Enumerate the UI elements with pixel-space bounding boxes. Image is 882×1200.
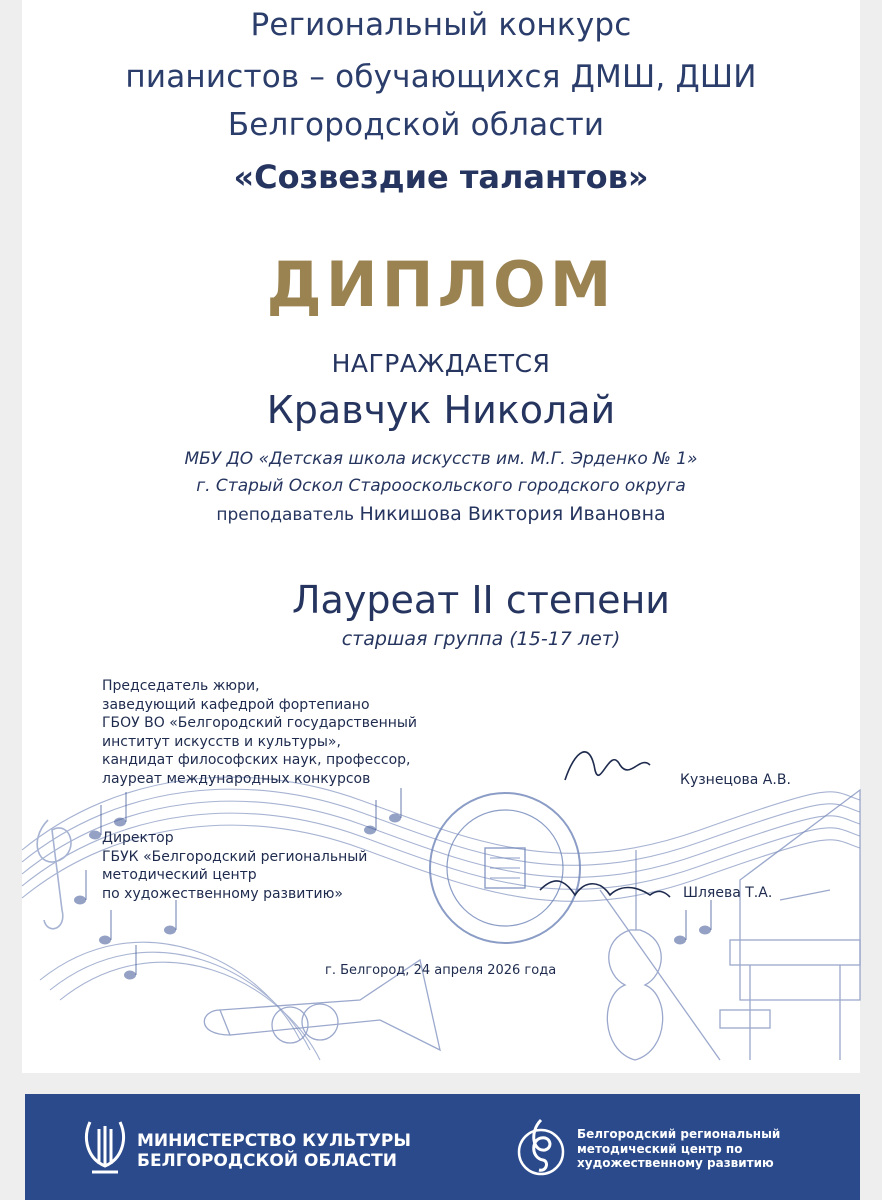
director-line: методический центр [102, 867, 257, 883]
director-block [102, 829, 367, 903]
director-line: Директор [102, 830, 174, 846]
lyre-icon [80, 1114, 130, 1180]
teacher-label: преподаватель [216, 505, 355, 525]
jury-chair-line: институт искусств и культуры», [102, 733, 341, 750]
recipient-name: Кравчук Николай [266, 388, 616, 432]
jury-chair-line: заведующий кафедрой фортепиано [102, 696, 370, 713]
center-line-3: художественному развитию [577, 1156, 774, 1170]
header-line-1: Региональный конкурс [250, 7, 632, 43]
teacher-line [0, 503, 882, 525]
jury-chair-line: лауреат международных конкурсов [102, 770, 371, 787]
treble-clef-logo-icon [515, 1112, 567, 1182]
footer-banner [25, 1094, 860, 1200]
ministry-line-1: МИНИСТЕРСТВО КУЛЬТУРЫ [137, 1131, 412, 1151]
jury-chair-line: ГБОУ ВО «Белгородский государственный [102, 715, 418, 731]
director-line: по художественному развитию» [102, 885, 343, 902]
diploma-title: ДИПЛОМ [266, 248, 616, 321]
director-line: ГБУК «Белгородский региональный [102, 848, 368, 865]
header-line-2: пианистов – обучающихся ДМШ, ДШИ [125, 59, 757, 95]
awarded-label: НАГРАЖДАЕТСЯ [331, 349, 551, 378]
jury-chair-line: кандидат философских наук, профессор, [102, 752, 411, 768]
ministry-line-2: БЕЛГОРОДСКОЙ ОБЛАСТИ [137, 1151, 397, 1171]
competition-name: «Созвездие талантов» [233, 158, 649, 196]
jury-chair-line: Председатель жюри, [102, 678, 260, 694]
center-line-1: Белгородский региональный [577, 1127, 781, 1141]
school-line-2: г. Старый Оскол Старооскольского городского округа [196, 476, 686, 496]
teacher-name: Никишова Виктория Ивановна [359, 503, 666, 525]
award-title: Лауреат II степени [291, 578, 670, 622]
director-name: Шляева Т.А. [683, 885, 773, 901]
header-line-3: Белгородской области [227, 107, 605, 143]
age-group: старшая группа (15-17 лет) [341, 628, 621, 650]
center-name [577, 1127, 780, 1171]
ministry-name [137, 1131, 411, 1171]
jury-chair-block [102, 677, 417, 788]
school-line-1: МБУ ДО «Детская школа искусств им. М.Г. Эрденко № 1» [184, 449, 698, 469]
center-line-2: методический центр по [577, 1141, 743, 1156]
issue-date: г. Белгород, 24 апреля 2026 года [325, 963, 557, 978]
jury-chair-name: Кузнецова А.В. [680, 772, 791, 788]
